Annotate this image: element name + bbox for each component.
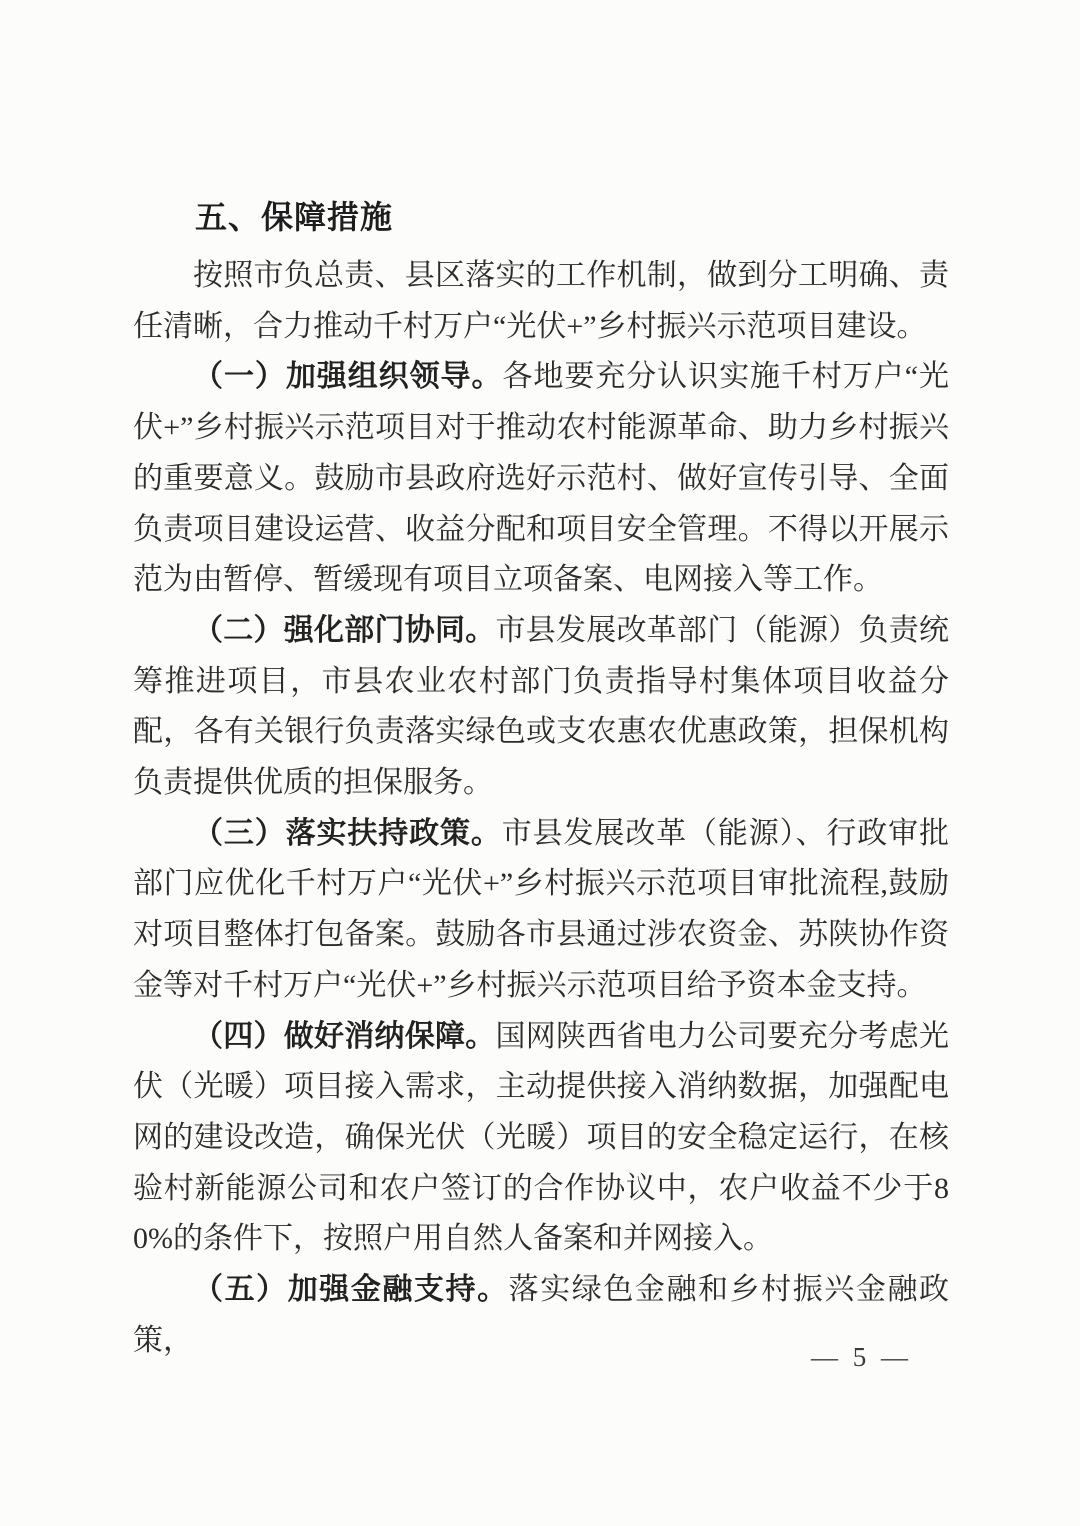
paragraph-text: 各地要充分认识实施千村万户“光伏+”乡村振兴示范项目对于推动农村能源革命、助力乡村振兴的重要意义。鼓励市县政府选好示范村、做好宣传引导、全面负责项目建设运营、收益分配和项目安全管理。不得以开展示范为由暂停、暂缓现有项目立项备案、电网接入等工作。	[133, 360, 949, 597]
paragraph-item-1	[133, 352, 949, 606]
paragraph-text: 按照市负总责、县区落实的工作机制，做到分工明确、责任清晰，合力推动千村万户“光伏+”乡村振兴示范项目建设。	[133, 259, 949, 343]
paragraph-text: 落实绿色金融和乡村振兴金融政策，	[133, 1273, 950, 1357]
page-number: — 5 —	[811, 1342, 912, 1372]
paragraph-text: 市县发展改革（能源）、行政审批部门应优化千村万户“光伏+”乡村振兴示范项目审批流程,鼓励对项目整体打包备案。鼓励各市县通过涉农资金、苏陕协作资金等对千村万户“光伏+”乡村振兴示范项目给予资本金支持。	[133, 816, 949, 1002]
paragraph-item-2	[133, 606, 949, 809]
paragraph-lead: （五）加强金融支持。	[193, 1273, 509, 1307]
document-content	[133, 192, 949, 1366]
paragraph-intro	[133, 251, 949, 352]
paragraph-lead: （三）落实扶持政策。	[193, 816, 502, 850]
paragraph-lead: （二）强化部门协同。	[193, 613, 496, 647]
paragraph-text: 市县发展改革部门（能源）负责统筹推进项目，市县农业农村部门负责指导村集体项目收益分配，各有关银行负责落实绿色或支农惠农优惠政策，担保机构负责提供优质的担保服务。	[133, 613, 949, 800]
paragraph-lead: （四）做好消纳保障。	[193, 1019, 496, 1053]
paragraph-item-4	[133, 1012, 949, 1266]
paragraph-lead: （一）加强组织领导。	[193, 360, 503, 394]
section-heading: 五、保障措施	[195, 199, 394, 235]
paragraph-item-3	[133, 809, 949, 1012]
paragraph-text: 国网陕西省电力公司要充分考虑光伏（光暖）项目接入需求，主动提供接入消纳数据，加强配电网的建设改造，确保光伏（光暖）项目的安全稳定运行，在核验村新能源公司和农户签订的合作协议中，农户收益不少于80%的条件下，按照户用自然人备案和并网接入。	[133, 1019, 949, 1256]
